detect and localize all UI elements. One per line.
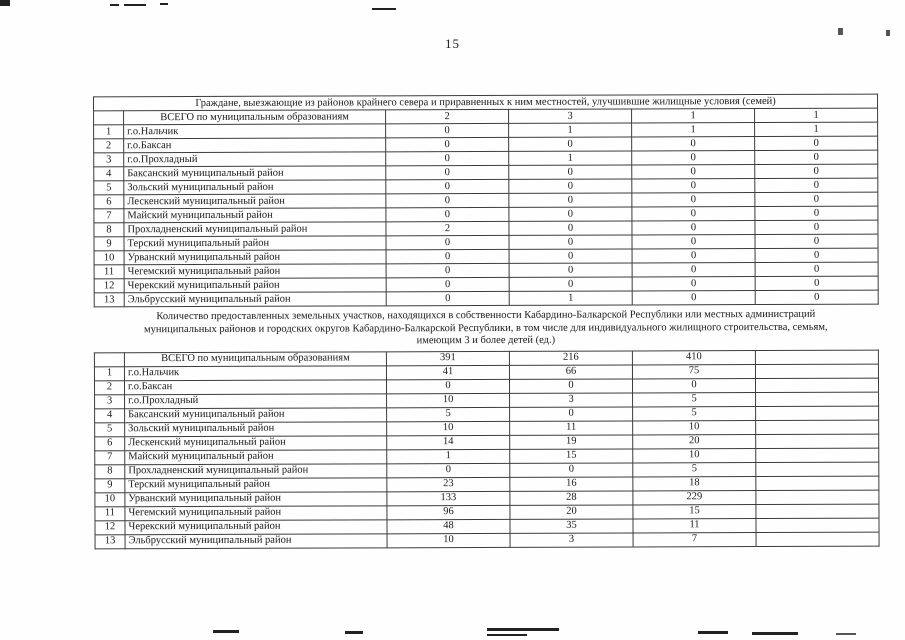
municipality-name-cell: г.о.Прохладный bbox=[125, 393, 387, 408]
document-content bbox=[93, 94, 879, 549]
value-cell: 0 bbox=[632, 221, 755, 235]
row-number-cell bbox=[94, 111, 124, 125]
table-resettlers-housing bbox=[93, 94, 879, 308]
value-cell: 0 bbox=[509, 249, 632, 263]
total-label-cell: ВСЕГО по муниципальным образованиям bbox=[124, 110, 386, 125]
value-cell: 75 bbox=[632, 364, 755, 378]
value-cell: 0 bbox=[509, 193, 632, 207]
value-cell bbox=[756, 490, 879, 504]
value-cell: 0 bbox=[386, 137, 509, 151]
value-cell: 0 bbox=[755, 136, 878, 150]
scan-artifact bbox=[752, 632, 798, 635]
value-cell: 0 bbox=[386, 235, 509, 249]
value-cell bbox=[756, 406, 879, 420]
value-cell: 0 bbox=[632, 235, 755, 249]
value-cell: 48 bbox=[387, 519, 510, 533]
table-row bbox=[94, 290, 878, 307]
scan-artifact bbox=[110, 4, 119, 6]
value-cell: 1 bbox=[755, 122, 878, 136]
value-cell: 0 bbox=[632, 165, 755, 179]
value-cell: 15 bbox=[633, 504, 756, 518]
value-cell: 0 bbox=[755, 276, 878, 290]
row-number-cell: 6 bbox=[95, 436, 125, 450]
scan-artifact bbox=[345, 631, 363, 634]
scan-artifact bbox=[124, 4, 146, 6]
value-cell: 0 bbox=[386, 151, 509, 165]
scan-artifact bbox=[487, 634, 527, 636]
value-cell: 5 bbox=[633, 406, 756, 420]
value-cell: 0 bbox=[632, 151, 755, 165]
value-cell: 20 bbox=[633, 434, 756, 448]
value-cell: 0 bbox=[632, 207, 755, 221]
value-cell: 0 bbox=[755, 248, 878, 262]
row-number-cell: 6 bbox=[94, 195, 124, 209]
value-cell: 23 bbox=[387, 477, 510, 491]
value-cell: 3 bbox=[509, 109, 632, 123]
value-cell: 216 bbox=[509, 350, 632, 364]
value-cell: 15 bbox=[510, 448, 633, 462]
municipality-name-cell: Лескенский муниципальный район bbox=[124, 194, 386, 209]
value-cell: 20 bbox=[510, 504, 633, 518]
municipality-name-cell: Чегемский муниципальный район bbox=[125, 505, 387, 520]
municipality-name-cell: Майский муниципальный район bbox=[124, 208, 386, 223]
value-cell: 28 bbox=[510, 490, 633, 504]
value-cell: 2 bbox=[386, 221, 509, 235]
total-label-cell: ВСЕГО по муниципальным образованиям bbox=[124, 351, 386, 366]
value-cell: 0 bbox=[509, 263, 632, 277]
value-cell: 0 bbox=[755, 290, 878, 304]
row-number-cell: 5 bbox=[94, 181, 124, 195]
value-cell: 5 bbox=[387, 407, 510, 421]
municipality-name-cell: Черекский муниципальный район bbox=[124, 278, 386, 293]
row-number-cell: 10 bbox=[95, 492, 125, 506]
municipality-name-cell: Черекский муниципальный район bbox=[125, 519, 387, 534]
value-cell: 18 bbox=[633, 476, 756, 490]
row-number-cell: 13 bbox=[95, 534, 125, 548]
value-cell: 133 bbox=[387, 491, 510, 505]
value-cell: 229 bbox=[633, 490, 756, 504]
value-cell: 35 bbox=[510, 518, 633, 532]
value-cell bbox=[756, 462, 879, 476]
scan-artifact bbox=[487, 628, 559, 631]
row-number-cell: 12 bbox=[94, 279, 124, 293]
row-number-cell: 2 bbox=[94, 139, 124, 153]
value-cell: 19 bbox=[510, 434, 633, 448]
value-cell: 391 bbox=[386, 351, 509, 365]
row-number-cell: 5 bbox=[95, 422, 125, 436]
value-cell: 0 bbox=[632, 179, 755, 193]
table1-title: Граждане, выезжающие из районов крайнего севера и приравненных к ним местностей, улучшившие жилищные условия (семей) bbox=[94, 94, 878, 111]
value-cell: 0 bbox=[755, 150, 878, 164]
value-cell: 0 bbox=[386, 207, 509, 221]
value-cell bbox=[755, 378, 878, 392]
row-number-cell: 11 bbox=[95, 506, 125, 520]
value-cell: 10 bbox=[387, 533, 510, 547]
municipality-name-cell: г.о.Прохладный bbox=[124, 152, 386, 167]
municipality-name-cell: Эльбрусский муниципальный район bbox=[124, 292, 386, 307]
value-cell bbox=[756, 518, 879, 532]
municipality-name-cell: Чегемский муниципальный район bbox=[124, 264, 386, 279]
value-cell: 0 bbox=[755, 262, 878, 276]
table-row bbox=[95, 532, 879, 549]
municipality-name-cell: Терский муниципальный район bbox=[125, 477, 387, 492]
municipality-name-cell: г.о.Баксан bbox=[124, 379, 386, 394]
row-number-cell: 9 bbox=[94, 237, 124, 251]
row-number-cell bbox=[94, 352, 124, 366]
value-cell: 11 bbox=[510, 420, 633, 434]
value-cell: 10 bbox=[633, 448, 756, 462]
value-cell: 2 bbox=[386, 109, 509, 123]
scan-artifact bbox=[213, 630, 239, 633]
value-cell: 0 bbox=[386, 179, 509, 193]
value-cell bbox=[755, 350, 878, 364]
value-cell: 66 bbox=[509, 364, 632, 378]
value-cell: 0 bbox=[632, 263, 755, 277]
scan-artifact bbox=[836, 633, 856, 635]
value-cell: 0 bbox=[632, 277, 755, 291]
municipality-name-cell: г.о.Баксан bbox=[124, 138, 386, 153]
municipality-name-cell: Лескенский муниципальный район bbox=[125, 435, 387, 450]
value-cell: 1 bbox=[632, 109, 755, 123]
row-number-cell: 8 bbox=[95, 464, 125, 478]
value-cell: 1 bbox=[387, 449, 510, 463]
municipality-name-cell: Эльбрусский муниципальный район bbox=[125, 533, 387, 548]
value-cell bbox=[755, 364, 878, 378]
row-number-cell: 8 bbox=[94, 223, 124, 237]
value-cell: 0 bbox=[632, 378, 755, 392]
value-cell: 7 bbox=[633, 532, 756, 546]
page-number: 15 bbox=[445, 36, 460, 51]
municipality-name-cell: Прохладненский муниципальный район bbox=[124, 222, 386, 237]
value-cell: 0 bbox=[509, 137, 632, 151]
value-cell: 0 bbox=[632, 137, 755, 151]
value-cell: 0 bbox=[632, 291, 755, 305]
value-cell: 11 bbox=[633, 518, 756, 532]
row-number-cell: 2 bbox=[94, 380, 124, 394]
value-cell: 1 bbox=[509, 151, 632, 165]
row-number-cell: 1 bbox=[94, 366, 124, 380]
table2-title: Количество предоставленных земельных участков, находящихся в собственности Кабардино-Балкарской Республики или местных администраций муниципальных районов и городских округов Кабардино-Балкарской Республики, в том числе для индивидуального жилищного строительства, семьям, имеющим 3 и более детей (ед.) bbox=[143, 308, 828, 347]
value-cell: 0 bbox=[509, 277, 632, 291]
value-cell bbox=[756, 420, 879, 434]
value-cell: 0 bbox=[510, 462, 633, 476]
value-cell bbox=[756, 434, 879, 448]
municipality-name-cell: Урванский муниципальный район bbox=[125, 491, 387, 506]
value-cell: 0 bbox=[386, 165, 509, 179]
value-cell: 0 bbox=[755, 164, 878, 178]
value-cell bbox=[756, 532, 879, 546]
value-cell: 0 bbox=[386, 193, 509, 207]
row-number-cell: 11 bbox=[94, 265, 124, 279]
municipality-name-cell: Баксанский муниципальный район bbox=[124, 166, 386, 181]
row-number-cell: 7 bbox=[95, 450, 125, 464]
value-cell bbox=[756, 476, 879, 490]
value-cell: 0 bbox=[755, 178, 878, 192]
value-cell: 10 bbox=[387, 421, 510, 435]
municipality-name-cell: г.о.Нальчик bbox=[124, 124, 386, 139]
value-cell: 0 bbox=[386, 291, 509, 305]
value-cell: 0 bbox=[755, 206, 878, 220]
value-cell: 1 bbox=[509, 291, 632, 305]
row-number-cell: 4 bbox=[94, 167, 124, 181]
value-cell: 0 bbox=[509, 221, 632, 235]
municipality-name-cell: Урванский муниципальный район bbox=[124, 250, 386, 265]
value-cell bbox=[756, 504, 879, 518]
value-cell: 0 bbox=[755, 234, 878, 248]
value-cell: 10 bbox=[633, 420, 756, 434]
value-cell: 0 bbox=[386, 277, 509, 291]
value-cell: 0 bbox=[632, 193, 755, 207]
value-cell: 0 bbox=[509, 165, 632, 179]
value-cell: 3 bbox=[510, 532, 633, 546]
row-number-cell: 13 bbox=[94, 293, 124, 307]
row-number-cell: 12 bbox=[95, 520, 125, 534]
value-cell: 0 bbox=[387, 463, 510, 477]
value-cell: 16 bbox=[510, 476, 633, 490]
municipality-name-cell: Терский муниципальный район bbox=[124, 236, 386, 251]
value-cell: 41 bbox=[386, 365, 509, 379]
municipality-name-cell: Баксанский муниципальный район bbox=[125, 407, 387, 422]
scan-artifact bbox=[698, 631, 728, 634]
value-cell: 0 bbox=[755, 192, 878, 206]
value-cell: 14 bbox=[387, 435, 510, 449]
scan-artifact bbox=[160, 3, 168, 5]
row-number-cell: 4 bbox=[95, 408, 125, 422]
row-number-cell: 9 bbox=[95, 478, 125, 492]
scan-artifact bbox=[372, 8, 396, 10]
municipality-name-cell: г.о.Нальчик bbox=[124, 365, 386, 380]
value-cell: 0 bbox=[510, 406, 633, 420]
row-number-cell: 7 bbox=[94, 209, 124, 223]
row-number-cell: 3 bbox=[95, 394, 125, 408]
value-cell: 0 bbox=[755, 220, 878, 234]
value-cell: 0 bbox=[386, 263, 509, 277]
scan-artifact bbox=[0, 0, 10, 6]
value-cell bbox=[756, 392, 879, 406]
row-number-cell: 3 bbox=[94, 153, 124, 167]
value-cell: 1 bbox=[509, 123, 632, 137]
value-cell: 1 bbox=[632, 123, 755, 137]
scan-artifact bbox=[838, 28, 843, 35]
value-cell: 5 bbox=[633, 392, 756, 406]
value-cell: 0 bbox=[632, 249, 755, 263]
value-cell: 0 bbox=[386, 379, 509, 393]
value-cell: 0 bbox=[509, 179, 632, 193]
value-cell: 10 bbox=[387, 393, 510, 407]
table-land-plots bbox=[94, 349, 880, 549]
value-cell: 0 bbox=[386, 123, 509, 137]
value-cell: 1 bbox=[755, 108, 878, 122]
value-cell: 0 bbox=[509, 207, 632, 221]
row-number-cell: 10 bbox=[94, 251, 124, 265]
value-cell: 5 bbox=[633, 462, 756, 476]
value-cell: 0 bbox=[509, 235, 632, 249]
municipality-name-cell: Майский муниципальный район bbox=[125, 449, 387, 464]
value-cell: 0 bbox=[386, 249, 509, 263]
value-cell: 0 bbox=[509, 378, 632, 392]
municipality-name-cell: Прохладненский муниципальный район bbox=[125, 463, 387, 478]
municipality-name-cell: Зольский муниципальный район bbox=[125, 421, 387, 436]
value-cell: 410 bbox=[632, 350, 755, 364]
row-number-cell: 1 bbox=[94, 125, 124, 139]
value-cell: 96 bbox=[387, 505, 510, 519]
value-cell bbox=[756, 448, 879, 462]
value-cell: 3 bbox=[510, 392, 633, 406]
municipality-name-cell: Зольский муниципальный район bbox=[124, 180, 386, 195]
